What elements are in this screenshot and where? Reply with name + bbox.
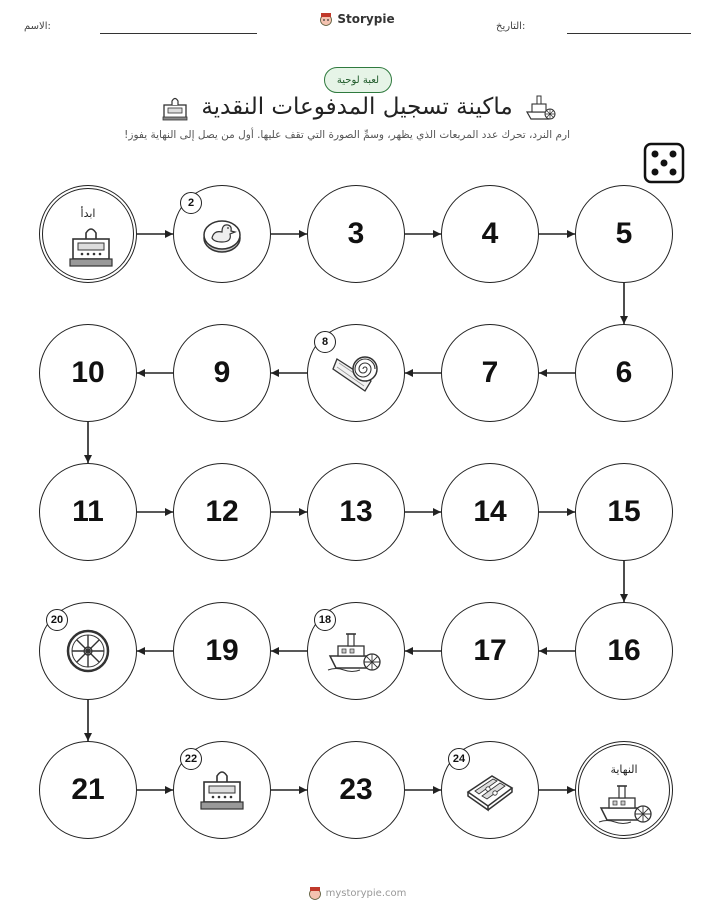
- path-arrow-head: [137, 369, 145, 377]
- path-arrow-head: [567, 786, 575, 794]
- path-arrow-head: [567, 230, 575, 238]
- path-arrow-head: [433, 508, 441, 516]
- board-square-14[interactable]: [441, 463, 539, 561]
- square-number: 3: [347, 217, 365, 250]
- board-square-8[interactable]: [307, 324, 405, 422]
- storypie-mascot-icon: [308, 886, 322, 900]
- cash-register-icon: [198, 768, 246, 816]
- square-number: 5: [615, 217, 633, 250]
- square-number: 6: [615, 356, 633, 389]
- cash-register-icon: [67, 225, 115, 273]
- board-square-9[interactable]: [173, 324, 271, 422]
- path-arrow-head: [620, 316, 628, 324]
- path-arrow-head: [165, 786, 173, 794]
- square-number: 23: [339, 773, 373, 806]
- square-number-badge: 8: [314, 331, 336, 353]
- footer-url[interactable]: mystorypie.com: [325, 887, 407, 899]
- board-square-16[interactable]: [575, 602, 673, 700]
- path-arrow-head: [405, 647, 413, 655]
- path-arrow-head: [165, 508, 173, 516]
- path-arrow-head: [271, 369, 279, 377]
- path-arrow-head: [539, 369, 547, 377]
- square-number: 4: [481, 217, 499, 250]
- square-number: 17: [473, 634, 507, 667]
- square-number: 16: [607, 634, 641, 667]
- square-number-badge: 20: [46, 609, 68, 631]
- board-square-4[interactable]: [441, 185, 539, 283]
- path-arrow-head: [620, 594, 628, 602]
- board-square-6[interactable]: [575, 324, 673, 422]
- board-square-13[interactable]: [307, 463, 405, 561]
- board-square-3[interactable]: [307, 185, 405, 283]
- board-square-19[interactable]: [173, 602, 271, 700]
- footer: [0, 886, 714, 900]
- board-square-5[interactable]: [575, 185, 673, 283]
- square-number: 12: [205, 495, 239, 528]
- path-arrow-head: [271, 647, 279, 655]
- path-arrow-head: [299, 786, 307, 794]
- path-arrow-head: [165, 230, 173, 238]
- square-number: 15: [607, 495, 641, 528]
- board-square-10[interactable]: [39, 324, 137, 422]
- board-square-21[interactable]: [39, 741, 137, 839]
- square-number: 14: [473, 495, 507, 528]
- date-label: التاريخ:: [496, 21, 526, 32]
- square-number-badge: 2: [180, 192, 202, 214]
- path-arrow-head: [433, 230, 441, 238]
- square-label: ابدأ: [80, 207, 96, 220]
- path-arrow-head: [405, 369, 413, 377]
- duck-coin-icon: [200, 212, 244, 260]
- board-square-22[interactable]: [173, 741, 271, 839]
- square-number: 19: [205, 634, 239, 667]
- square-number: 21: [71, 773, 105, 806]
- square-label: النهاية: [610, 763, 638, 776]
- path-arrow-head: [84, 733, 92, 741]
- square-number-badge: 18: [314, 609, 336, 631]
- board-square-17[interactable]: [441, 602, 539, 700]
- board-square-1[interactable]: [39, 185, 137, 283]
- wheel-icon: [64, 627, 112, 679]
- square-number: 9: [213, 356, 231, 389]
- board-square-18[interactable]: [307, 602, 405, 700]
- page-title: ماكينة تسجيل المدفوعات النقدية: [201, 94, 513, 120]
- cash-drawer-icon: [464, 768, 516, 816]
- instructions: ارم النرد، تحرك عدد المربعات الذي يظهر، وسمِّ الصورة التي تقف عليها. أول من يصل إلى النهاية يفوز!: [124, 129, 570, 141]
- paddle-steamer-icon: [326, 626, 386, 680]
- board-square-11[interactable]: [39, 463, 137, 561]
- square-number: 13: [339, 495, 373, 528]
- paper-roll-icon: [331, 351, 381, 399]
- square-number-badge: 24: [448, 748, 470, 770]
- square-number: 10: [71, 356, 105, 389]
- board-square-24[interactable]: [441, 741, 539, 839]
- name-label: الاسم:: [24, 21, 51, 32]
- brand-name: Storypie: [337, 12, 395, 26]
- path-arrow-head: [299, 230, 307, 238]
- square-number: 7: [481, 356, 499, 389]
- paddle-steamer-icon: [597, 778, 657, 832]
- square-number: 11: [72, 495, 104, 528]
- square-number-badge: 22: [180, 748, 202, 770]
- path-arrow-head: [137, 647, 145, 655]
- board-square-15[interactable]: [575, 463, 673, 561]
- board-square-2[interactable]: [173, 185, 271, 283]
- path-arrow-head: [84, 455, 92, 463]
- board-square-23[interactable]: [307, 741, 405, 839]
- board-square-12[interactable]: [173, 463, 271, 561]
- board-square-7[interactable]: [441, 324, 539, 422]
- game-type-badge: لعبة لوحية: [324, 67, 392, 93]
- board-square-25[interactable]: [575, 741, 673, 839]
- path-arrow-head: [567, 508, 575, 516]
- path-arrow-head: [433, 786, 441, 794]
- board-square-20[interactable]: [39, 602, 137, 700]
- path-arrow-head: [539, 647, 547, 655]
- path-arrow-head: [299, 508, 307, 516]
